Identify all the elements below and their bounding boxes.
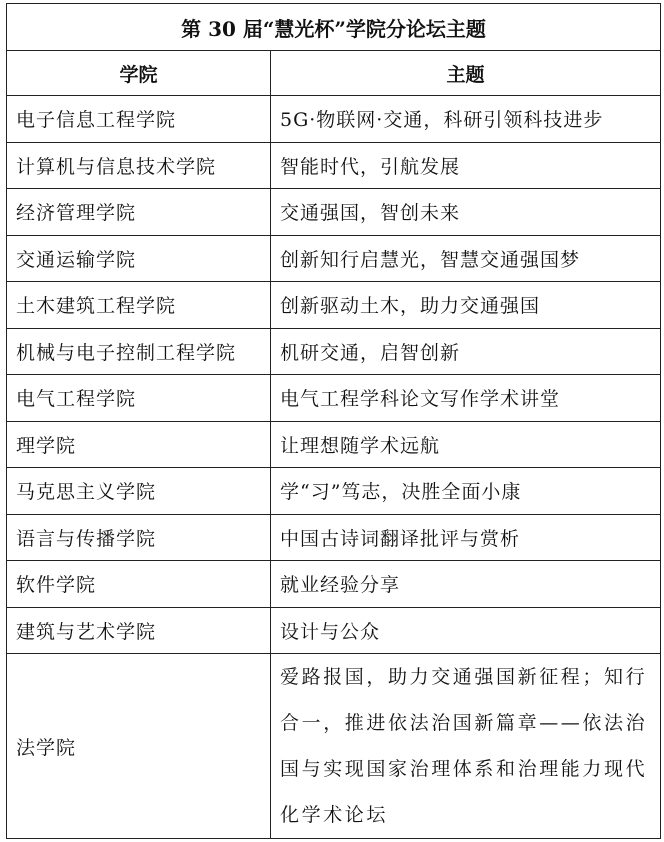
topic-cell: 设计与公众 bbox=[271, 607, 661, 654]
topic-cell: 中国古诗词翻译批评与赏析 bbox=[271, 514, 661, 561]
table-row bbox=[7, 375, 661, 422]
topic-cell: 创新驱动土木，助力交通强国 bbox=[271, 282, 661, 329]
table-row bbox=[7, 328, 661, 375]
table-row bbox=[7, 142, 661, 189]
topic-cell: 交通强国，智创未来 bbox=[271, 189, 661, 236]
college-cell: 机械与电子控制工程学院 bbox=[7, 328, 271, 375]
college-cell: 计算机与信息技术学院 bbox=[7, 142, 271, 189]
table-row bbox=[7, 282, 661, 329]
topic-cell: 电气工程学科论文写作学术讲堂 bbox=[271, 375, 661, 422]
topic-cell: 机研交通，启智创新 bbox=[271, 328, 661, 375]
college-cell: 软件学院 bbox=[7, 561, 271, 608]
topic-cell: 让理想随学术远航 bbox=[271, 421, 661, 468]
college-cell: 理学院 bbox=[7, 421, 271, 468]
table-row bbox=[7, 421, 661, 468]
table-row bbox=[7, 468, 661, 515]
topic-cell: 就业经验分享 bbox=[271, 561, 661, 608]
table-row bbox=[7, 189, 661, 236]
table-row bbox=[7, 514, 661, 561]
table-title: 第 30 届“慧光杯”学院分论坛主题 bbox=[7, 4, 661, 51]
college-cell: 经济管理学院 bbox=[7, 189, 271, 236]
college-cell: 电子信息工程学院 bbox=[7, 96, 271, 143]
forum-topics-table bbox=[6, 3, 661, 839]
topic-cell: 智能时代，引航发展 bbox=[271, 142, 661, 189]
table-row bbox=[7, 561, 661, 608]
title-row bbox=[7, 4, 661, 51]
college-cell: 马克思主义学院 bbox=[7, 468, 271, 515]
college-cell: 法学院 bbox=[7, 654, 271, 839]
topic-cell: 爱路报国，助力交通强国新征程；知行合一，推进依法治国新篇章——依法治国与实现国家治理体系和治理能力现代化学术论坛 bbox=[271, 654, 661, 839]
column-header-topic: 主题 bbox=[271, 51, 661, 96]
topic-cell: 创新知行启慧光，智慧交通强国梦 bbox=[271, 235, 661, 282]
college-cell: 土木建筑工程学院 bbox=[7, 282, 271, 329]
topic-cell: 学“习”笃志，决胜全面小康 bbox=[271, 468, 661, 515]
topic-cell: 5G·物联网·交通，科研引领科技进步 bbox=[271, 96, 661, 143]
table-row bbox=[7, 235, 661, 282]
column-header-college: 学院 bbox=[7, 51, 271, 96]
college-cell: 交通运输学院 bbox=[7, 235, 271, 282]
college-cell: 电气工程学院 bbox=[7, 375, 271, 422]
college-cell: 语言与传播学院 bbox=[7, 514, 271, 561]
header-row bbox=[7, 51, 661, 96]
table-row bbox=[7, 607, 661, 654]
table-row bbox=[7, 96, 661, 143]
college-cell: 建筑与艺术学院 bbox=[7, 607, 271, 654]
table-row bbox=[7, 654, 661, 839]
